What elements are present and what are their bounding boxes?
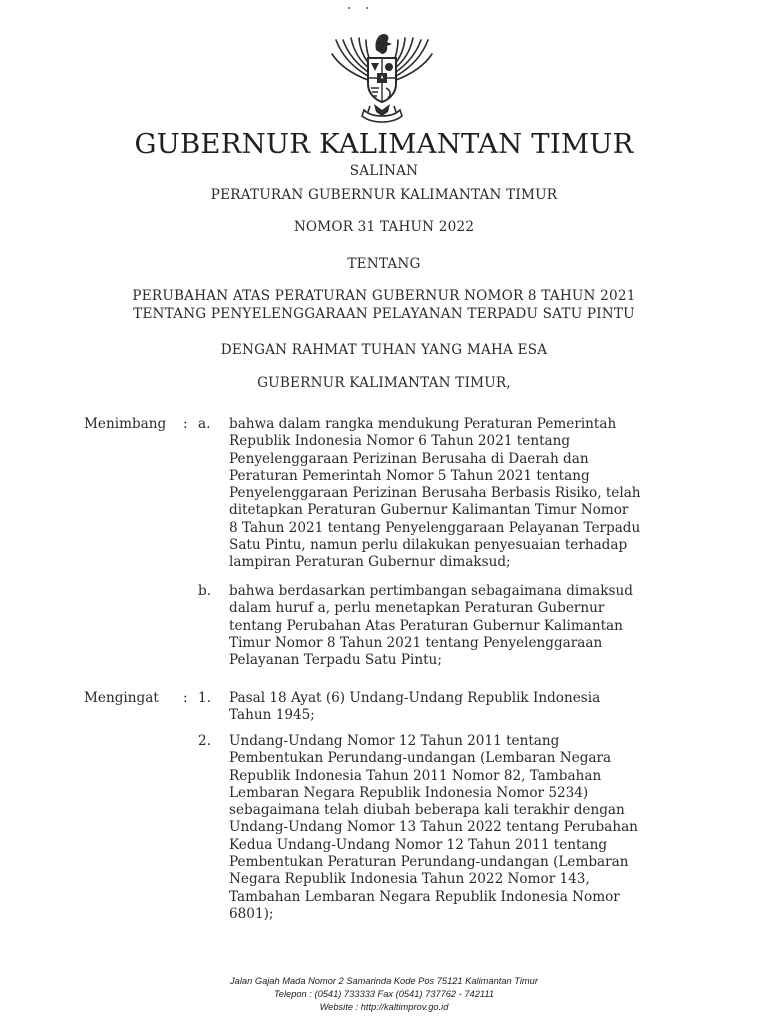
subject-line-1: PERUBAHAN ATAS PERATURAN GUBERNUR NOMOR 8 TAHUN 2021 [132, 288, 636, 304]
mengingat-item-2-text: Undang-Undang Nomor 12 Tahun 2011 tentang Pembentukan Perundang-undangan (Lembaran Negara Republik Indonesia Tahun 2011 Nomor 82, Tambahan Lembaran Negara Republik Indonesia Nomor 5234) sebagaimana telah diubah beberapa kali terakhir dengan Undang-Undang Nomor 13 Tahun 2022 tentang Perubahan Kedua Undang-Undang Nomor 12 Tahun 2011 tentang Pembentukan Peraturan Perundang-undangan (Lembaran Negara Republik Indonesia Tahun 2022 Nomor 143, Tambahan Lembaran Negara Republik Indonesia Nomor 6801); [229, 733, 638, 922]
regulation-number: NOMOR 31 TAHUN 2022 [293, 219, 475, 235]
menimbang-item-b-text: bahwa berdasarkan pertimbangan sebagaimana dimaksud dalam huruf a, perlu menetapkan Peraturan Gubernur tentang Perubahan Atas Peraturan Gubernur Kalimantan Timur Nomor 8 Tahun 2021 tentang Penyelenggaraan Pelayanan Terpadu Satu Pintu; [229, 583, 633, 669]
mengingat-item-1-text: Pasal 18 Ayat (6) Undang-Undang Republik Indonesia Tahun 1945; [229, 690, 601, 724]
footer-phone: Telepon : (0541) 733333 Fax (0541) 737762 - 742111 [273, 989, 495, 999]
scan-mark [346, 6, 370, 10]
mengingat-item-1-marker: 1. [198, 690, 211, 706]
menimbang-item-b-marker: b. [198, 583, 212, 599]
mengingat-colon: : [183, 690, 188, 706]
mengingat-item-2-marker: 2. [198, 733, 211, 749]
subject-line-2: TENTANG PENYELENGGARAAN PELAYANAN TERPADU SATU PINTU [133, 306, 635, 322]
menimbang-colon: : [183, 416, 188, 432]
menimbang-label: Menimbang [84, 416, 167, 432]
menimbang-item-a-marker: a. [198, 416, 211, 432]
garuda-pancasila-emblem-icon [324, 18, 440, 126]
footer-website: Website : http://kaltimprov.go.id [319, 1002, 449, 1012]
issuer-line: GUBERNUR KALIMANTAN TIMUR, [257, 375, 511, 391]
footer-address: Jalan Gajah Mada Nomor 2 Samarinda Kode Pos 75121 Kalimantan Timur [230, 976, 538, 986]
about-label: TENTANG [347, 256, 421, 272]
document-title: GUBERNUR KALIMANTAN TIMUR [134, 128, 634, 160]
salinan-label: SALINAN [349, 163, 419, 179]
regulation-type: PERATURAN GUBERNUR KALIMANTAN TIMUR [210, 187, 558, 203]
menimbang-item-a-text: bahwa dalam rangka mendukung Peraturan Pemerintah Republik Indonesia Nomor 6 Tahun 2021 tentang Penyelenggaraan Perizinan Berusaha di Daerah dan Peraturan Pemerintah Nomor 5 Tahun 2021 tentang Penyelenggaraan Perizinan Berusaha Berbasis Risiko, telah ditetapkan Peraturan Gubernur Kalimantan Timur Nomor 8 Tahun 2021 tentang Penyelenggaraan Pelayanan Terpadu Satu Pintu, namun perlu dilakukan penyesuaian terhadap lampiran Peraturan Gubernur dimaksud; [229, 416, 641, 571]
mengingat-label: Mengingat [84, 690, 159, 706]
blessing-line: DENGAN RAHMAT TUHAN YANG MAHA ESA [220, 342, 548, 358]
